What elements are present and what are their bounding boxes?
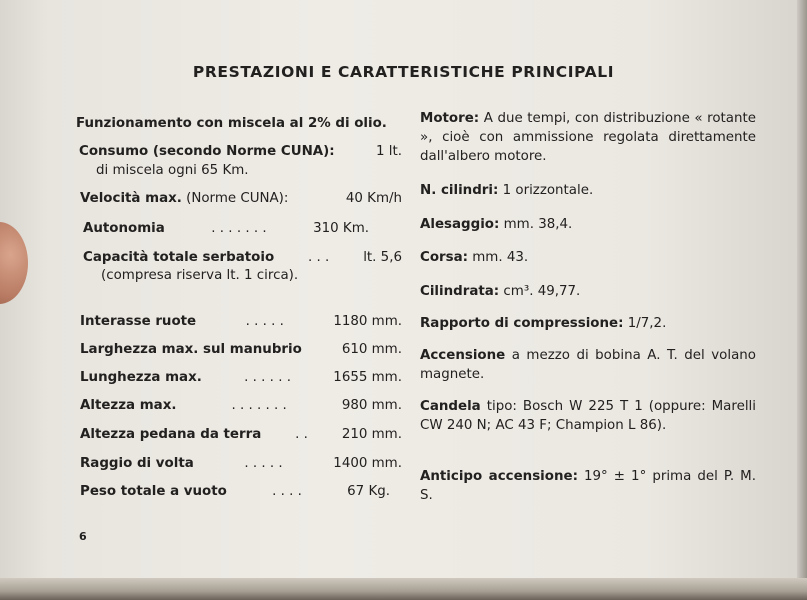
anticipo-paragraph [420, 467, 756, 505]
spec-label: Lunghezza max. [80, 370, 202, 385]
accensione-paragraph [420, 346, 756, 384]
capacita-dots: . . . [308, 250, 330, 265]
consumo-value: 1 lt. [375, 144, 402, 159]
corsa-value: mm. 43. [472, 250, 529, 265]
candela-text: tipo: Bosch W 225 T 1 (oppure: Marelli CW 240 N; AC 43 F; Champion L 86). [420, 399, 756, 433]
spec-value: 67 Kg. [347, 484, 390, 499]
spec-dots: . . [295, 427, 308, 442]
spec-label: Larghezza max. sul manubrio [80, 342, 302, 357]
anticipo-text: 19° ± 1° prima del P. M. S. [420, 469, 756, 503]
spec-row [80, 396, 402, 415]
capacita-line2: (compresa riserva lt. 1 circa). [101, 268, 299, 283]
spec-dots: . . . . . . [244, 370, 291, 385]
spec-label: Altezza max. [80, 398, 177, 413]
motore-label: Motore: [420, 111, 480, 126]
spec-value: 1655 mm. [333, 370, 402, 385]
cilindri-value: 1 orizzontale. [502, 183, 594, 198]
consumo-row [79, 142, 402, 161]
anticipo-label: Anticipo accensione: [420, 469, 578, 484]
spec-row [80, 482, 390, 501]
spec-value: 1400 mm. [333, 456, 402, 471]
cilindrata-value: cm³. 49,77. [503, 284, 581, 299]
consumo-label: Consumo (secondo Norme CUNA): [79, 144, 335, 159]
accensione-text: a mezzo di bobina A. T. del volano magnete. [420, 348, 756, 382]
spec-label: Raggio di volta [80, 456, 194, 471]
spec-label: Altezza pedana da terra [80, 427, 262, 442]
accensione-label: Accensione [420, 348, 506, 363]
alesaggio-row [420, 215, 756, 234]
rapporto-label: Rapporto di compressione: [420, 316, 624, 331]
capacita-value: lt. 5,6 [363, 250, 402, 265]
motore-text: A due tempi, con distribuzione « rotante », cioè con ammissione regolata direttamente dall'albero motore. [420, 111, 756, 164]
autonomia-label: Autonomia [83, 221, 165, 236]
corsa-label: Corsa: [420, 250, 468, 265]
page-edge [797, 0, 807, 600]
book-binding [0, 578, 807, 600]
corsa-row [420, 248, 756, 267]
consumo-line2: di miscela ogni 65 Km. [96, 163, 249, 178]
spec-label: Interasse ruote [80, 314, 197, 329]
spec-value: 610 mm. [341, 342, 402, 357]
autonomia-dots: . . . . . . . [211, 221, 267, 236]
spec-value: 210 mm. [341, 427, 402, 442]
alesaggio-label: Alesaggio: [420, 217, 500, 232]
rapporto-value: 1/7,2. [627, 316, 667, 331]
spec-label: Peso totale a vuoto [80, 484, 227, 499]
autonomia-value: 310 Km. [313, 221, 369, 236]
cilindri-row [420, 181, 756, 200]
candela-paragraph [420, 397, 756, 435]
spec-row [80, 368, 402, 387]
cilindrata-row [420, 282, 756, 301]
candela-label: Candela [420, 399, 481, 414]
spec-row [80, 312, 402, 331]
alesaggio-value: mm. 38,4. [503, 217, 573, 232]
spec-dots: . . . . . . . [231, 398, 287, 413]
rapporto-row [420, 314, 756, 333]
spec-dots: . . . . [272, 484, 302, 499]
velocita-label: Velocità max. [80, 191, 182, 206]
capacita-row [83, 248, 402, 267]
capacita-label: Capacità totale serbatoio [83, 250, 275, 265]
spec-value: 980 mm. [341, 398, 402, 413]
spec-row [80, 340, 402, 359]
velocita-row [80, 189, 402, 208]
autonomia-row [83, 219, 369, 238]
spec-dots: . . . . . [245, 314, 284, 329]
motore-paragraph [420, 109, 756, 166]
velocita-note: (Norme CUNA): [186, 191, 289, 206]
spec-dots: . . . . . [244, 456, 283, 471]
spec-row [80, 454, 402, 473]
cilindrata-label: Cilindrata: [420, 284, 500, 299]
funzionamento-text: Funzionamento con miscela al 2% di olio. [76, 116, 387, 131]
velocita-value: 40 Km/h [345, 191, 402, 206]
thumb-photo-artifact [0, 222, 28, 304]
spec-row [80, 425, 402, 444]
page-number: 6 [79, 530, 87, 543]
spec-value: 1180 mm. [333, 314, 402, 329]
page-title: PRESTAZIONI E CARATTERISTICHE PRINCIPALI [192, 63, 615, 81]
cilindri-label: N. cilindri: [420, 183, 499, 198]
